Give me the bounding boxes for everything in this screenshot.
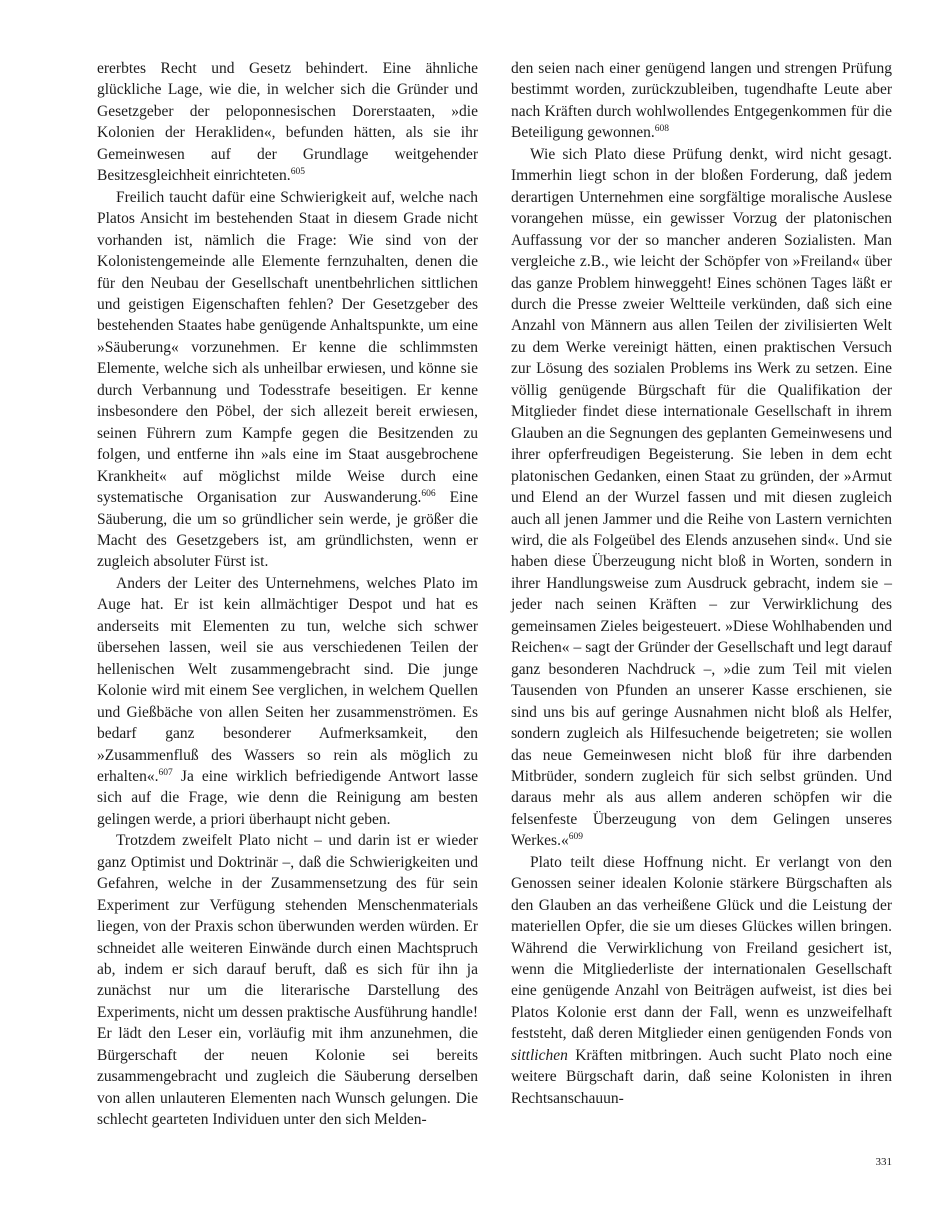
text-run: Ja eine wirklich befriedigende Antwort lasse sich auf die Frage, wie denn die Reinigung am besten gelingen werde, a priori überhaupt nicht geben. — [97, 767, 478, 828]
emphasis: sittlichen — [511, 1046, 568, 1064]
footnote-ref: 609 — [568, 832, 583, 843]
paragraph — [97, 830, 478, 1130]
paragraph — [97, 58, 478, 187]
text-run: Anders der Leiter des Unternehmens, welches Plato im Auge hat. Er ist kein allmächtiger Despot und hat es anderseits mit Elementen zu tun, welche sich schwer übersehen lassen, weil sie aus verschiedenen Teilen der hellenischen Welt zusammengebracht sind. Die junge Kolonie wird mit einem See verglichen, in welchem Quellen und Gießbäche von allen Seiten her zusammenströmen. Es bedarf ganz besonderer Aufmerksamkeit, den »Zusammenfluß des Wassers so rein als möglich zu erhalten«. — [97, 574, 478, 785]
text-run: Plato teilt diese Hoffnung nicht. Er verlangt von den Genossen seiner idealen Kolonie stärkere Bürgschaften als den Glauben an das verheißene Glück und die Leistung der materiellen Opfer, die sie um dieses Glückes willen bringen. Während die Verwirklichung von Freiland gesichert ist, wenn die Mitgliederliste der internationalen Gesellschaft eine genügende Anzahl von Beiträgen aufweist, ist dies bei Platos Kolonie erst dann der Fall, wenn es unzweifelhaft feststeht, daß deren Mitglieder einen genügenden Fonds von — [511, 853, 892, 1043]
left-column — [97, 58, 478, 1131]
text-run: Wie sich Plato diese Prüfung denkt, wird nicht gesagt. Immerhin liegt schon in der bloßen Forderung, daß jedem derartigen Unternehmen eine sorgfältige moralische Auslese vorangehen müsse, ein gewisser Vorzug der platonischen Auffassung vor der so mancher anderen Sozialisten. Man vergleiche z.B., wie leicht der Schöpfer von »Freiland« über das ganze Problem hinweggeht! Eines schönen Tages läßt er durch die Presse zweier Weltteile verkünden, daß sich eine Anzahl von Männern aus allen Teilen der zivilisierten Welt zu dem Werke vereinigt hätten, einen praktischen Versuch zur Lösung des sozialen Problems ins Werk zu setzen. Eine völlig genügende Bürgschaft für die Qualifikation der Mitglieder findet diese internationale Gesellschaft in ihrem Glauben an die Segnungen des geplanten Gemeinwesens und ihrer opferfreudigen Begeisterung. Sie leben in dem echt platonischen Gedanken, einen Staat zu gründen, der »Armut und Elend an der Wurzel fassen und mit diesen zugleich auch all jenen Jammer und die Reihe von Lastern vernichten wird, die als Folgeübel des Elends anzusehen sind«. Und sie haben diese Überzeugung nicht bloß in Worten, sondern in ihrer Handlungsweise zum Ausdruck gebracht, indem sie – jeder nach seinen Kräften – zur Verwirklichung des gemeinsamen Zieles beigesteuert. »Diese Wohlhabenden und Reichen« – sagt der Gründer der Gesellschaft und legt darauf ganz besonderen Nachdruck –, »die zum Teil mit vielen Tausenden von Pfunden an unserer Kasse erschienen, sie sind uns bis auf geringe Ausnahmen nicht bloß als Helfer, sondern zugleich als Hilfesuchende beigetreten; sie wollen das neue Gemeinwesen nicht bloß für ihre darbenden Mitbrüder, sondern zugleich für sich selbst gründen. Und daraus mehr als aus allem anderen schöpfen wir die felsenfeste Überzeugung von dem Gelingen unseres Werkes.« — [511, 145, 892, 850]
paragraph — [511, 58, 892, 144]
paragraph — [511, 144, 892, 852]
footnote-ref: 605 — [290, 167, 305, 178]
paragraph — [511, 852, 892, 1109]
text-run: Eine Säuberung, die um so gründlicher sein werde, je größer die Macht des Gesetzgebers ist, am gründlichsten, wenn er zugleich absoluter Fürst ist. — [97, 489, 478, 571]
text-run: den seien nach einer genügend langen und strengen Prüfung bestimmt worden, zurückzubleiben, tugendhafte Leute aber nach Kräften durch wohlwollendes Entgegenkommen für die Beteiligung gewonnen. — [511, 60, 892, 142]
text-run: Trotzdem zweifelt Plato nicht – und darin ist er wieder ganz Optimist und Doktrinär –, daß die Schwierigkeiten und Gefahren, welche in der Zusammensetzung des für sein Experiment zur Verfügung stehenden Menschenmaterials liegen, von der Praxis schon überwunden werden würden. Er schneidet alle weiteren Einwände durch einen Machtspruch ab, indem er sich darauf beruft, daß es sich für ihn ja zunächst nur um die literarische Darstellung des Experiments, nicht um dessen praktische Ausführung handle! Er lädt den Leser ein, vorläufig mit ihm anzunehmen, die Bürgerschaft der neuen Kolonie sei bereits zusammengebracht und zugleich die Säuberung derselben von allen unlauteren Elementen nach Wunsch gelungen. Die schlecht gearteten Individuen unter den sich Melden- — [97, 832, 478, 1129]
text-run: Kräften mitbringen. Auch sucht Plato noch eine weitere Bürgschaft darin, daß seine Kolonisten in ihren Rechtsanschauun- — [511, 1046, 892, 1107]
right-column — [511, 58, 892, 1109]
footnote-ref: 607 — [158, 767, 173, 778]
text-run: Freilich taucht dafür eine Schwierigkeit auf, welche nach Platos Ansicht im bestehenden Staat in diesem Grade nicht vorhanden ist, nämlich die Frage: Wie sind von der Kolonistengemeinde alle Elemente fernzuhalten, denen die für den Neubau der Gesellschaft unentbehrlichen sittlichen und geistigen Eigenschaften fehlen? Der Gesetzgeber des bestehenden Staates habe genügende Anhaltspunkte, um eine »Säuberung« vorzunehmen. Er kenne die schlimmsten Elemente, welche sich als unheilbar erwiesen, und könne sie durch Verbannung und Todesstrafe beseitigen. Er kenne insbesondere den Pöbel, der sich allezeit bereit erwiesen, seinen Führern zum Kampfe gegen die Besitzenden zu folgen, und entferne ihn »als eine im Staat ausgebrochene Krankheit« auf möglichst milde Weise durch eine systematische Organisation zur Auswanderung. — [97, 188, 478, 507]
footnote-ref: 606 — [421, 489, 436, 500]
paragraph — [97, 187, 478, 573]
text-run: ererbtes Recht und Gesetz behindert. Eine ähnliche glückliche Lage, wie die, in welcher sich die Gründer und Gesetzgeber der peloponnesischen Dorerstaaten, »die Kolonien der Herakliden«, befunden hätten, als sie ihr Gemeinwesen auf der Grundlage weitgehender Besitzesgleichheit einrichteten. — [97, 60, 478, 185]
footnote-ref: 608 — [654, 124, 670, 135]
paragraph — [97, 573, 478, 830]
page-number: 331 — [875, 1156, 892, 1168]
